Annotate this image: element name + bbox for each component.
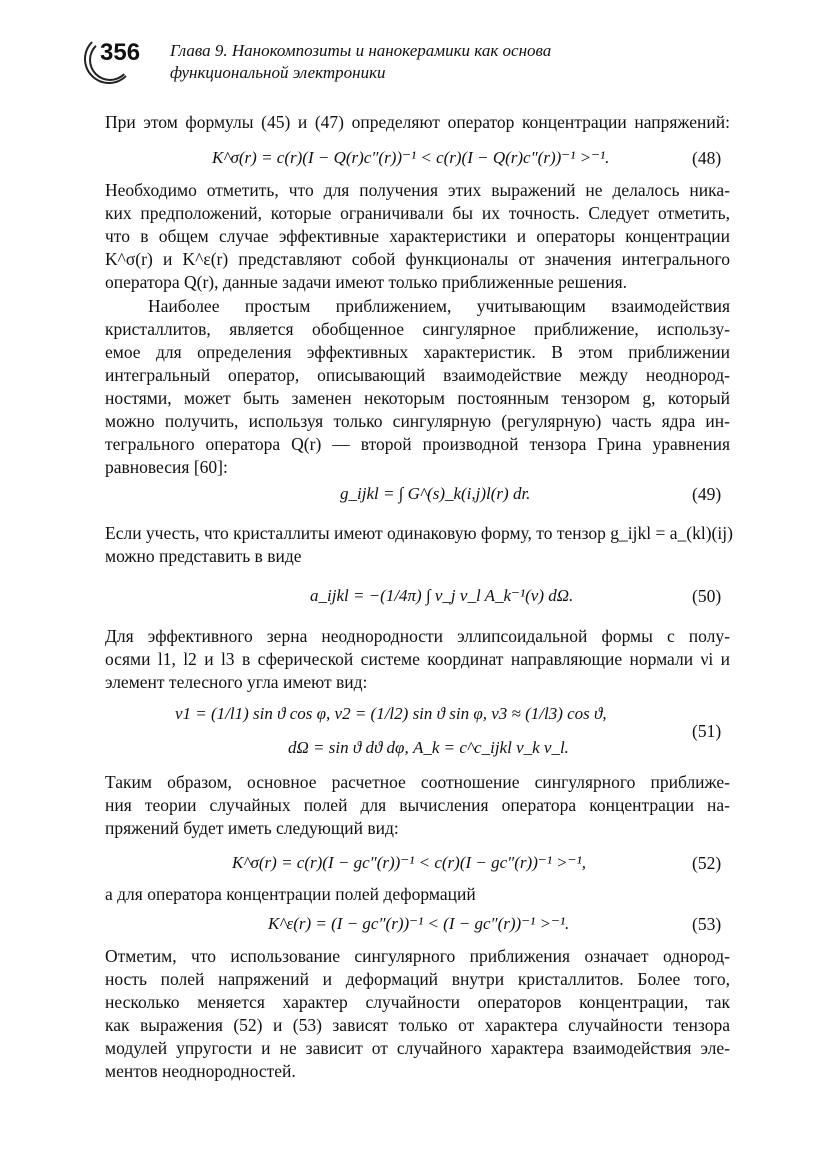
text-line: интегральный оператор, описывающий взаимодействие между неоднород- (105, 365, 730, 385)
chapter-title-line-1: Глава 9. Нанокомпозиты и нанокерамики как основа (170, 41, 552, 60)
text-line: а для оператора концентрации полей деформаций (105, 884, 476, 904)
text-line: ких предположений, которые ограничивали бы их точность. Следует отметить, (105, 203, 730, 223)
text-line: ность полей напряжений и деформаций внутри кристаллитов. Более того, (105, 969, 730, 989)
page-number-logo (82, 30, 152, 86)
text-line: что в общем случае эффективные характеристики и операторы концентрации (105, 226, 730, 246)
text-line: осями l1, l2 и l3 в сферической системе координат направляющие нормали νi и (105, 649, 730, 669)
equation-number-48: (48) (692, 148, 722, 168)
text-line: равновесия [60]: (105, 457, 228, 477)
equation-48: K^σ(r) = c(r)(I − Q(r)c″(r))⁻¹ < c(r)(I − Q(r)c″(r))⁻¹ >⁻¹. (212, 148, 610, 167)
equation-49: g_ijkl = ∫ G^(s)_k(i,j)l(r) dr. (340, 484, 531, 503)
text-line: Таким образом, основное расчетное соотношение сингулярного приближе- (105, 772, 730, 792)
text-line: K^σ(r) и K^ε(r) представляют собой функционалы от значения интегрального (105, 249, 730, 269)
text-line: несколько меняется характер случайности операторов концентрации, так (105, 992, 730, 1012)
text-line: можно представить в виде (105, 546, 302, 566)
text-line: ментов неоднородностей. (105, 1061, 296, 1081)
text-line: Для эффективного зерна неоднородности эллипсоидальной формы с полу- (105, 626, 730, 646)
equation-51-line-2: dΩ = sin ϑ dϑ dφ, A_k = c^c_ijkl ν_k ν_l. (288, 738, 569, 757)
text-line: Отметим, что использование сингулярного приближения означает однород- (105, 946, 730, 966)
text-line: кристаллитов, является обобщенное сингулярное приближение, использу- (105, 319, 730, 339)
equation-50: a_ijkl = −(1/4π) ∫ ν_j ν_l A_k⁻¹(ν) dΩ. (310, 586, 574, 605)
equation-number-49: (49) (692, 484, 722, 504)
text-line: Наиболее простым приближением, учитывающим взаимодействия (148, 296, 730, 316)
equation-number-53: (53) (692, 914, 722, 934)
text-line: как выражения (52) и (53) зависят только от характера случайности тензора (105, 1015, 730, 1035)
chapter-title-line-2: функциональной электроники (170, 63, 386, 82)
text-line: можно получить, используя только сингулярную (регулярную) часть ядра ин- (105, 411, 730, 431)
text-line: ния теории случайных полей для вычисления оператора концентрации на- (105, 795, 730, 815)
text-line: тегрального оператора Q(r) — второй производной тензора Грина уравнения (105, 434, 730, 454)
running-header (170, 40, 640, 84)
equation-number-52: (52) (692, 853, 722, 873)
text-line: Необходимо отметить, что для получения этих выражений не делалось ника- (105, 180, 730, 200)
text-line: Если учесть, что кристаллиты имеют одинаковую форму, то тензор g_ijkl = a_(kl)(ij) (105, 523, 733, 543)
text-line: пряжений будет иметь следующий вид: (105, 818, 399, 838)
equation-53: K^ε(r) = (I − gc″(r))⁻¹ < (I − gc″(r))⁻¹ >⁻¹. (268, 914, 570, 933)
text-line: При этом формулы (45) и (47) определяют оператор концентрации напряжений: (105, 112, 730, 132)
equation-51-line-1: ν1 = (1/l1) sin ϑ cos φ, ν2 = (1/l2) sin ϑ sin φ, ν3 ≈ (1/l3) cos ϑ, (175, 704, 607, 723)
text-line: модулей упругости и не зависит от случайного характера взаимодействия эле- (105, 1038, 730, 1058)
page-number: 356 (100, 39, 141, 66)
equation-52: K^σ(r) = c(r)(I − gc″(r))⁻¹ < c(r)(I − gc″(r))⁻¹ >⁻¹, (232, 853, 586, 872)
equation-number-50: (50) (692, 586, 722, 606)
equation-number-51: (51) (692, 721, 722, 741)
text-line: ностями, может быть заменен некоторым постоянным тензором g, который (105, 388, 730, 408)
text-line: элемент телесного угла имеют вид: (105, 672, 368, 692)
text-line: емое для определения эффективных характеристик. В этом приближении (105, 342, 730, 362)
text-line: оператора Q(r), данные задачи имеют только приближенные решения. (105, 272, 628, 292)
